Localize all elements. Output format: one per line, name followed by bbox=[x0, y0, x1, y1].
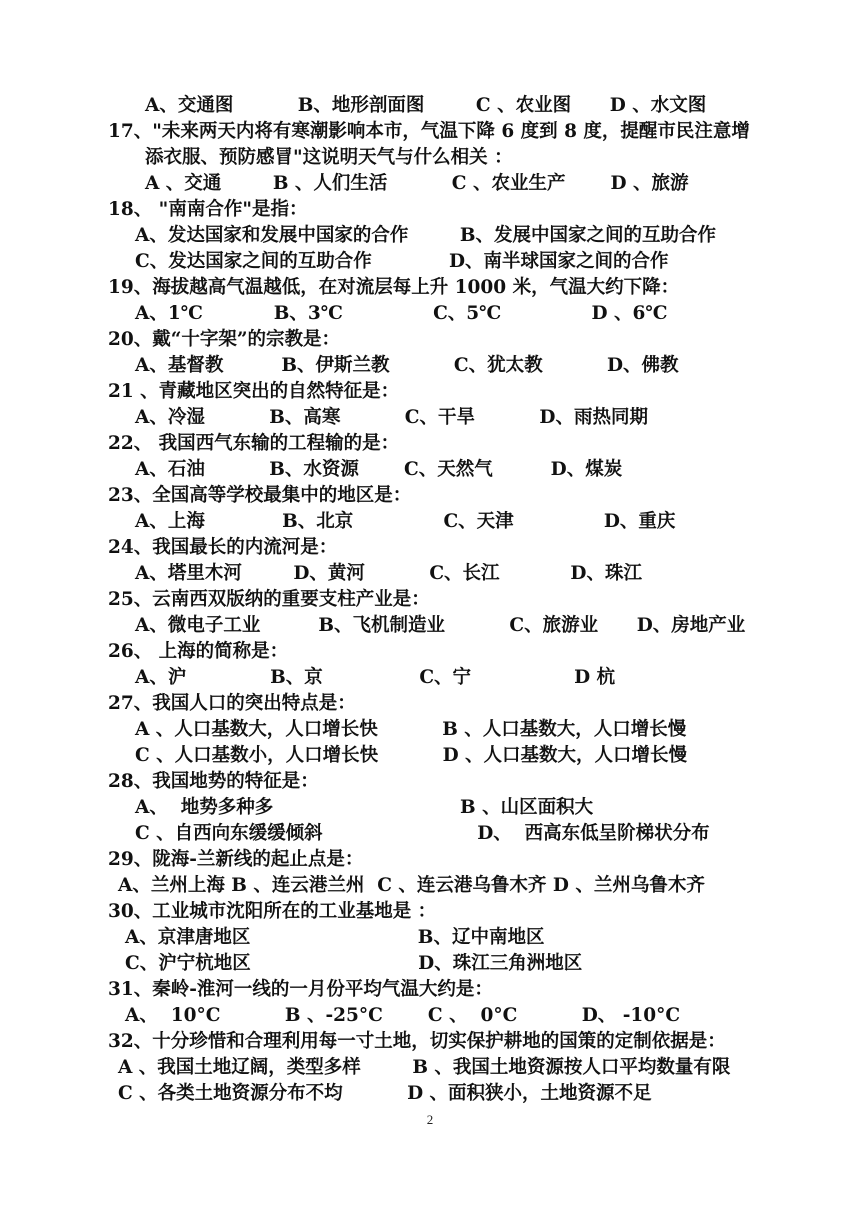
question-28: 28、我国地势的特征是： bbox=[108, 771, 319, 792]
text-line: A、微电子工业 B、飞机制造业 C、旅游业 D、房地产业 bbox=[135, 615, 746, 636]
question-22: 22、 我国西气东输的工程输的是： bbox=[108, 433, 400, 454]
text-line: A 、交通 B 、人们生活 C 、农业生产 D 、旅游 bbox=[145, 173, 689, 194]
text-line: A、上海 B、北京 C、天津 D、重庆 bbox=[135, 511, 676, 532]
text-line: A、1℃ B、3℃ C、5℃ D 、6℃ bbox=[135, 303, 668, 324]
text-line: A、交通图 B、地形剖面图 C 、农业图 D 、水文图 bbox=[145, 95, 707, 116]
question-26: 26、 上海的简称是： bbox=[108, 641, 289, 662]
text-line: A、塔里木河 D、黄河 C、长江 D、珠江 bbox=[135, 563, 642, 584]
question-30: 30、工业城市沈阳所在的工业基地是 ： bbox=[108, 901, 437, 922]
question-18: 18、 "南南合作"是指： bbox=[108, 199, 308, 220]
text-line: A、基督教 B、伊斯兰教 C、犹太教 D、佛教 bbox=[135, 355, 679, 376]
text-line: C、沪宁杭地区 D、珠江三角洲地区 bbox=[125, 953, 583, 974]
question-32: 32、十分珍惜和合理利用每一寸土地，切实保护耕地的国策的定制依据是： bbox=[108, 1031, 726, 1052]
question-24: 24、我国最长的内流河是： bbox=[108, 537, 338, 558]
text-line: C 、各类土地资源分布不均 D 、面积狭小，土地资源不足 bbox=[118, 1083, 652, 1104]
text-line: A、发达国家和发展中国家的合作 B、发展中国家之间的互助合作 bbox=[135, 225, 717, 246]
text-line: A、兰州上海 B 、连云港兰州 C 、连云港乌鲁木齐 D 、兰州乌鲁木齐 bbox=[118, 875, 705, 896]
question-23: 23、全国高等学校最集中的地区是： bbox=[108, 485, 412, 506]
text-line: C 、自西向东缓缓倾斜 D、 西高东低呈阶梯状分布 bbox=[135, 823, 710, 844]
question-17: 17、"未来两天内将有寒潮影响本市，气温下降 6 度到 8 度，提醒市民注意增 bbox=[108, 121, 750, 142]
question-21: 21 、青藏地区突出的自然特征是： bbox=[108, 381, 400, 402]
question-19: 19、海拔越高气温越低，在对流层每上升 1000 米，气温大约下降： bbox=[108, 277, 680, 298]
text-line: 添衣服、预防感冒"这说明天气与什么相关 ： bbox=[145, 147, 513, 168]
text-line: A、 10°C B 、-25°C C 、 0°C D、 -10°C bbox=[125, 1005, 681, 1026]
text-line: A 、我国土地辽阔，类型多样 B 、我国土地资源按人口平均数量有限 bbox=[118, 1057, 731, 1078]
text-line: A、冷湿 B、高寒 C、干旱 D、雨热同期 bbox=[135, 407, 648, 428]
page-number: 2 bbox=[426, 1112, 434, 1127]
question-20: 20、戴“十字架”的宗教是： bbox=[108, 329, 341, 350]
text-line: A、京津唐地区 B、辽中南地区 bbox=[125, 927, 545, 948]
question-25: 25、云南西双版纳的重要支柱产业是： bbox=[108, 589, 430, 610]
question-31: 31、秦岭-淮河一线的一月份平均气温大约是： bbox=[108, 979, 493, 1000]
text-line: A、沪 B、京 C、宁 D 杭 bbox=[135, 667, 616, 688]
text-line: A 、人口基数大，人口增长快 B 、人口基数大，人口增长慢 bbox=[135, 719, 687, 740]
text-line: A、石油 B、水资源 C、天然气 D、煤炭 bbox=[135, 459, 623, 480]
question-29: 29、陇海-兰新线的起止点是： bbox=[108, 849, 364, 870]
text-line: A、 地势多种多 B 、山区面积大 bbox=[135, 797, 594, 818]
question-27: 27、我国人口的突出特点是： bbox=[108, 693, 356, 714]
text-line: C、发达国家之间的互助合作 D、南半球国家之间的合作 bbox=[135, 251, 669, 272]
text-line: C 、人口基数小，人口增长快 D 、人口基数大，人口增长慢 bbox=[135, 745, 688, 766]
